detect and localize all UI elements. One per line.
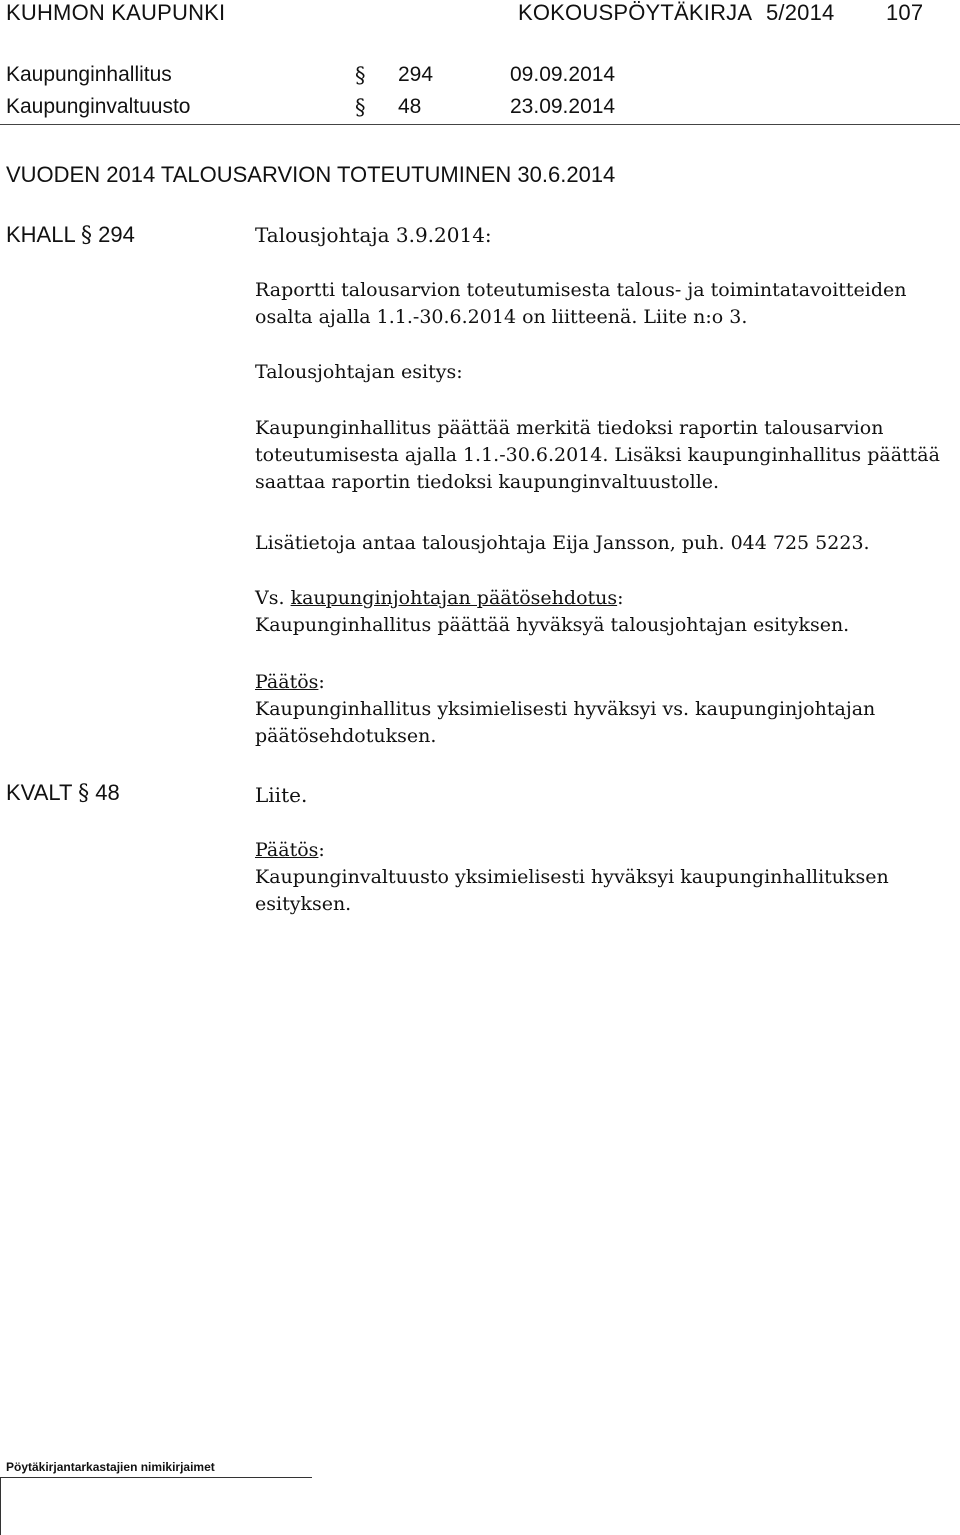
- attachment-text: Liite.: [255, 783, 308, 807]
- attachment-line: [255, 782, 945, 809]
- header-divider: [0, 124, 960, 125]
- khall-decision-block: [255, 669, 945, 750]
- khall-decision-heading: [255, 669, 945, 696]
- decision-heading: Päätös: [255, 839, 319, 861]
- kvalt-body: KVALT: [6, 780, 73, 805]
- info-paragraph: [255, 530, 945, 557]
- mayor-proposal-block: [255, 585, 945, 639]
- mayor-heading: kaupunginjohtajan päätösehdotus: [290, 587, 618, 609]
- body-name: Kaupunginhallitus: [6, 63, 172, 86]
- document-type: KOKOUSPÖYTÄKIRJA: [518, 0, 753, 25]
- kvalt-decision-block: [255, 837, 945, 918]
- page-title: VUODEN 2014 TALOUSARVION TOTEUTUMINEN 30.6.2014: [6, 162, 616, 187]
- signatures-label: Pöytäkirjantarkastajien nimikirjaimet: [6, 1460, 215, 1474]
- kvalt-decision-heading: [255, 837, 945, 864]
- mayor-proposal-text: Kaupunginhallitus päättää hyväksyä talousjohtajan esityksen.: [255, 614, 850, 636]
- signature-line: [0, 1477, 312, 1478]
- presenter-line: Talousjohtaja 3.9.2014:: [255, 223, 492, 247]
- mayor-prefix: Vs.: [255, 587, 291, 609]
- meeting-date: 23.09.2014: [510, 95, 616, 118]
- info-text: Lisätietoja antaa talousjohtaja Eija Jansson, puh. 044 725 5223.: [255, 532, 870, 554]
- section-symbol-icon: §: [81, 223, 93, 248]
- khall-label: [6, 222, 135, 249]
- section-symbol-icon: §: [355, 95, 366, 119]
- proposal-heading-text: Talousjohtajan esitys:: [255, 361, 463, 383]
- decision-heading: Päätös: [255, 671, 319, 693]
- khall-body: KHALL: [6, 222, 75, 247]
- khall-presenter: [255, 222, 945, 249]
- khall-number: 294: [98, 222, 135, 247]
- section-symbol-icon: §: [78, 781, 90, 806]
- body-name: Kaupunginvaltuusto: [6, 95, 191, 118]
- kvalt-number: 48: [95, 780, 120, 805]
- mayor-colon: :: [617, 587, 624, 609]
- proposal-paragraph: [255, 415, 945, 496]
- section-number: 48: [398, 95, 422, 118]
- kvalt-label: [6, 780, 120, 807]
- report-paragraph: [255, 277, 945, 331]
- org-name: KUHMON KAUPUNKI: [6, 0, 226, 25]
- kvalt-decision-text: Kaupunginvaltuusto yksimielisesti hyväksyi kaupunginhallituksen esityksen.: [255, 866, 889, 915]
- proposal-heading: [255, 359, 945, 386]
- meeting-date: 09.09.2014: [510, 63, 616, 86]
- issue-number: 5/2014: [766, 0, 835, 25]
- decision-colon: :: [318, 839, 325, 861]
- decision-colon: :: [318, 671, 325, 693]
- signature-box-edge: [0, 1477, 1, 1535]
- section-symbol-icon: §: [355, 63, 366, 87]
- report-text: Raportti talousarvion toteutumisesta talous- ja toimintatavoitteiden osalta ajalla 1.1.-30.6.2014 on liitteenä. Liite n:o 3.: [255, 279, 907, 328]
- khall-decision-text: Kaupunginhallitus yksimielisesti hyväksyi vs. kaupunginjohtajan päätösehdotuksen.: [255, 698, 876, 747]
- section-number: 294: [398, 63, 434, 86]
- page-number: 107: [886, 0, 924, 25]
- proposal-text: Kaupunginhallitus päättää merkitä tiedoksi raportin talousarvion toteutumisesta ajalla 1.1.-30.6.2014. Lisäksi kaupunginhallitus päättää saattaa raportin tiedoksi kaupunginvaltuustolle.: [255, 417, 940, 493]
- mayor-proposal-heading: [255, 585, 945, 612]
